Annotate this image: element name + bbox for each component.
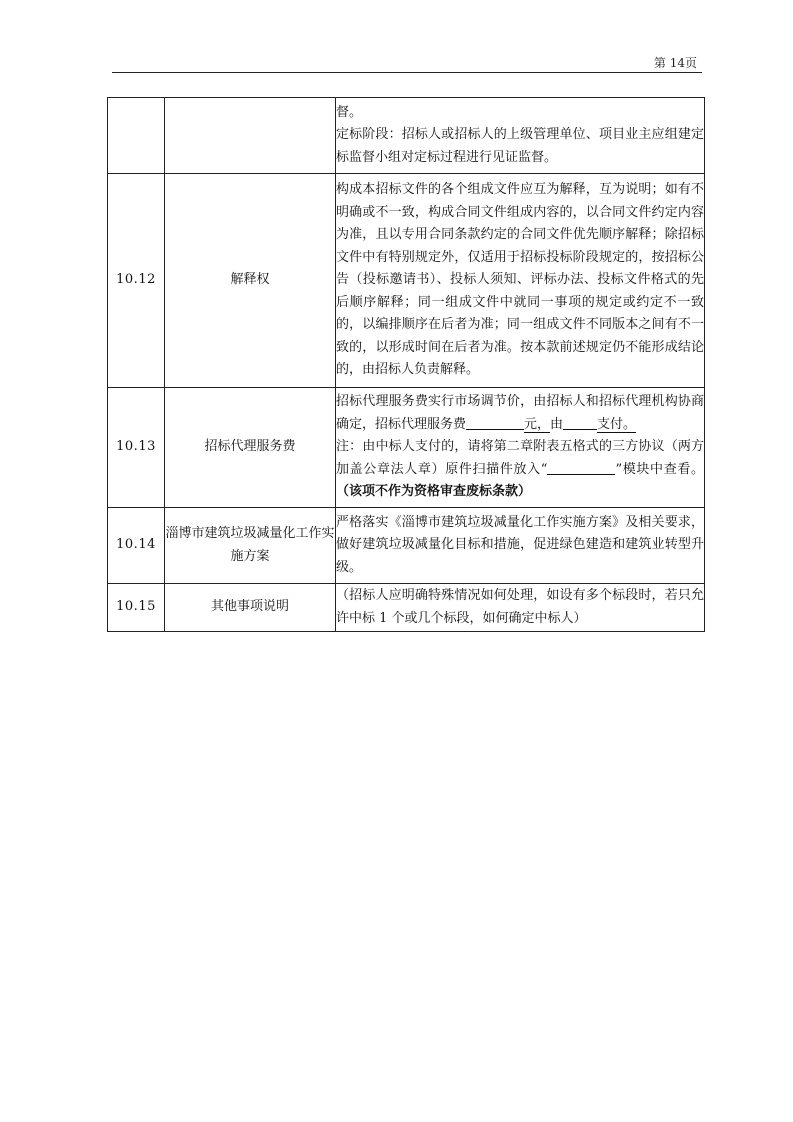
fee-text: 招标代理服务费实行市场调节价，由招标人和招标代理机构协商确定，招标代理服务费 [336, 394, 704, 432]
clause-name: 解释权 [165, 174, 336, 388]
disqualification-note: （该项不作为资格审查废标条款） [336, 484, 532, 500]
clause-name: 淄博市建筑垃圾减量化工作实施方案 [165, 508, 336, 584]
clause-content [336, 98, 705, 174]
fee-pay: 支付。 [597, 416, 637, 432]
clause-number: 10.13 [108, 388, 165, 508]
content-text: 构成本招标文件的各个组成文件应互为解释，互为说明；如有不明确或不一致，构成合同文件组成内容的，以合同文件约定内容为准，且以专用合同条款约定的合同文件优先顺序解释；除招标文件中有特别规定外，仅适用于招标投标阶段规定的，按招标公告（投标邀请书）、投标人须知、评标办法、投标文件格式的先后顺序解释；同一组成文件中就同一事项的规定或约定不一致的，以编排顺序在后者为准；同一组成文件不同版本之间有不一致的，以形成时间在后者为准。按本款前述规定仍不能形成结论的，由招标人负责解释。 [336, 182, 704, 378]
note-text-end: ”模块中查看。 [615, 461, 704, 477]
table-row [108, 98, 705, 174]
clauses-table [107, 97, 705, 632]
clause-number: 10.14 [108, 508, 165, 584]
clause-number: 10.12 [108, 174, 165, 388]
clause-name: 招标代理服务费 [165, 388, 336, 508]
table-row [108, 584, 705, 632]
fee-amount-blank [466, 414, 524, 430]
fee-unit: 元， [524, 416, 551, 432]
clause-number [108, 98, 165, 174]
content-text: （招标人应明确特殊情况如何处理，如设有多个标段时，若只允许中标 1 个或几个标段，如何确定中标人） [336, 588, 704, 626]
note-text: 注：由中标人支付的，请将第二章附表五格式的三方协议（两方加盖公章法人章）原件扫描件放入“ [336, 439, 704, 477]
module-blank [547, 459, 615, 475]
clause-name: 其他事项说明 [165, 584, 336, 632]
clause-content [336, 584, 705, 632]
clause-name [165, 98, 336, 174]
table-row [108, 508, 705, 584]
page-number: 第 14页 [653, 56, 697, 70]
clause-content [336, 174, 705, 388]
clause-content [336, 388, 705, 508]
fee-by: 由 [550, 416, 564, 432]
content-text: 严格落实《淄博市建筑垃圾减量化工作实施方案》及相关要求，做好建筑垃圾减量化目标和措施，促进绿色建造和建筑业转型升级。 [336, 514, 704, 575]
table-row [108, 174, 705, 388]
clause-content [336, 508, 705, 584]
header-rule [112, 72, 702, 73]
content-line: 定标阶段：招标人或招标人的上级管理单位、项目业主应组建定标监督小组对定标过程进行见证监督。 [336, 127, 704, 165]
clause-number: 10.15 [108, 584, 165, 632]
content-line: 督。 [336, 104, 363, 120]
payer-blank [563, 414, 597, 430]
table-row [108, 388, 705, 508]
